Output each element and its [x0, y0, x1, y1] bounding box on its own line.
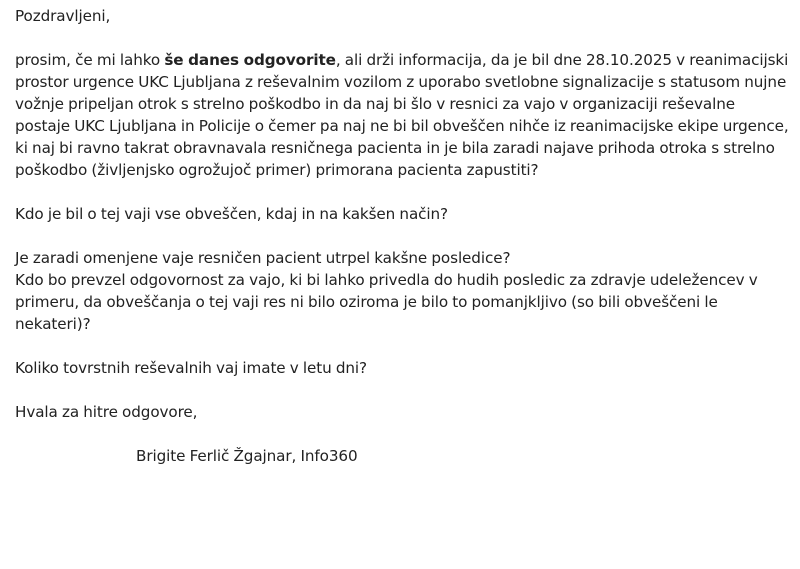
request-intro: prosim, če mi lahko — [15, 51, 165, 69]
request-emphasis: še danes odgovorite — [164, 51, 336, 69]
question-exercise-count: Koliko tovrstnih reševalnih vaj imate v letu dni? — [15, 359, 367, 377]
question-who-informed: Kdo je bil o tej vaji vse obveščen, kdaj in na kakšen način? — [15, 205, 449, 223]
question-consequences: Je zaradi omenjene vaje resničen pacient utrpel kakšne posledice? — [15, 249, 511, 267]
closing-line: Hvala za hitre odgovore, — [15, 403, 198, 421]
paragraph-request — [15, 49, 790, 181]
signature: Brigite Ferlič Žgajnar, Info360 — [136, 447, 358, 465]
question-responsibility: Kdo bo prevzel odgovornost za vajo, ki bi lahko privedla do hudih posledic za zdravje udeležencev v primeru, da obveščanja o tej vaji res ni bilo oziroma je bilo to pomanjkljivo (so bili obveščeni le nekateri)? — [15, 271, 758, 333]
request-details: , ali drži informacija, da je bil dne 28.10.2025 v reanimacijski prostor urgence UKC Ljubljana z reševalnim vozilom z uporabo svetlobne signalizacije s statusom nujne vožnje pripeljan otrok s strelno poškodbo in da naj bi šlo v resnici za vajo v organizaciji reševalne postaje UKC Ljubljana in Policije o čemer pa naj ne bi bil obveščen nihče iz reanimacijske ekipe urgence, ki naj bi ravno takrat obravnavala resničnega pacienta in je bila zaradi najave prihoda otroka s strelno poškodbo (življenjsko ogrožujoč primer) primorana pacienta zapustiti? — [15, 51, 789, 179]
greeting: Pozdravljeni, — [15, 7, 111, 25]
email-body — [15, 5, 790, 467]
